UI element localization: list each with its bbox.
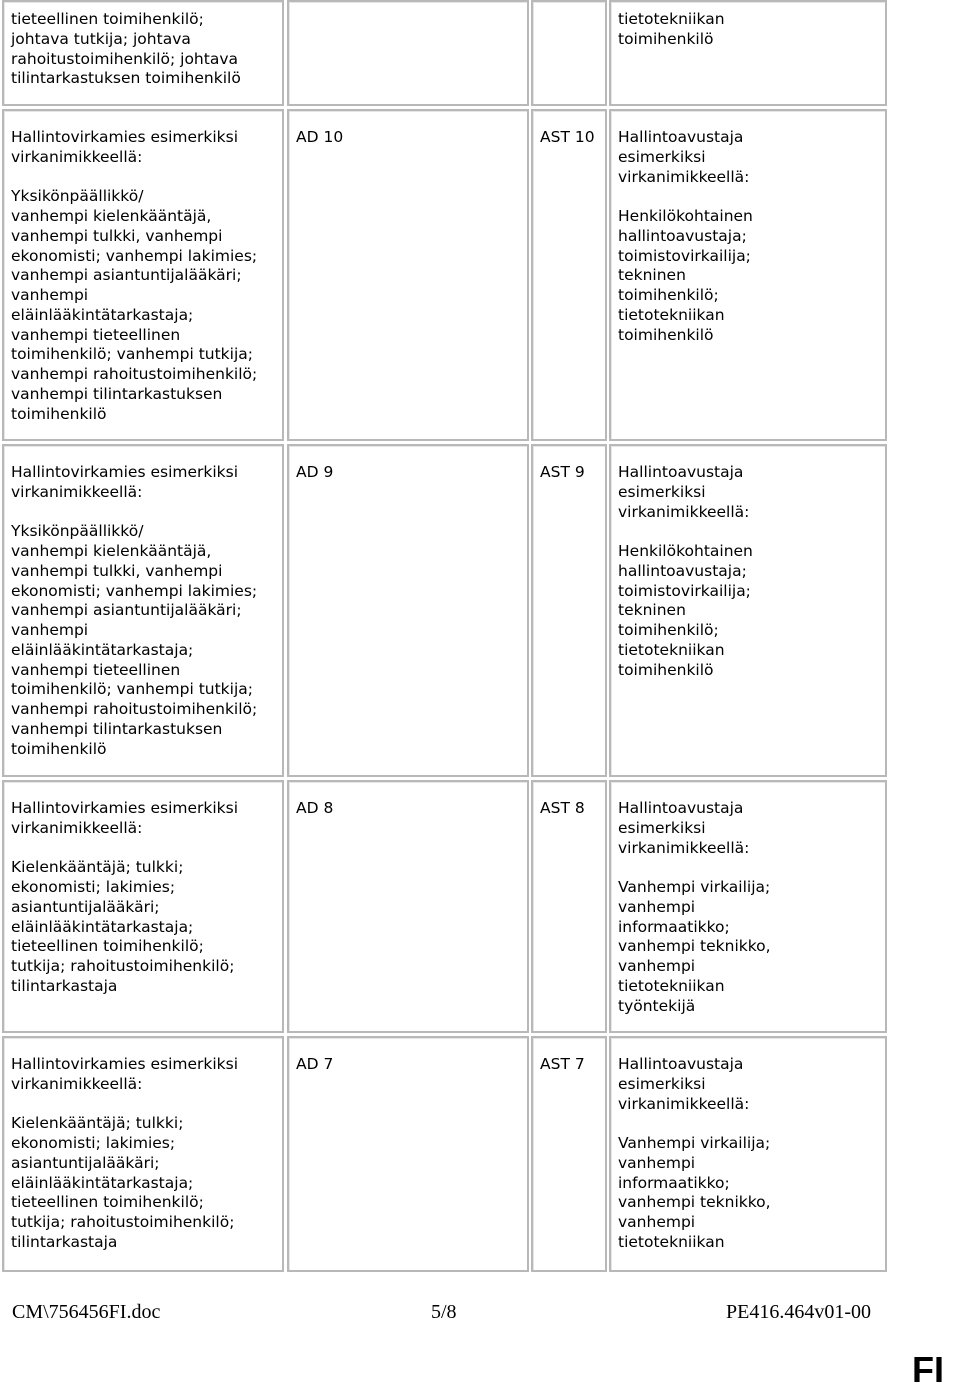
text-line: virkanimikkeellä: [618, 839, 750, 857]
text-line: tieteellinen toimihenkilö; [11, 10, 204, 28]
text-line: toimihenkilö [618, 661, 714, 679]
text-line: toimihenkilö; vanhempi tutkija; [11, 680, 253, 698]
text-line: toimistovirkailija; [618, 582, 751, 600]
text-line: Yksikönpäällikkö/ [11, 522, 144, 540]
text-line: asiantuntijalääkäri; [11, 1154, 160, 1172]
cell-row2-ad-grade [287, 444, 529, 777]
text-line: virkanimikkeellä: [618, 1095, 750, 1113]
text-line: toimihenkilö; [618, 286, 719, 304]
text-line: tieteellinen toimihenkilö; [11, 1193, 204, 1211]
text-line: tieteellinen toimihenkilö; [11, 937, 204, 955]
text-line: vanhempi teknikko, [618, 937, 771, 955]
text-line: Hallintovirkamies esimerkiksi [11, 1055, 239, 1073]
text-line: eläinlääkintätarkastaja; [11, 1174, 194, 1192]
text-line: Hallintovirkamies esimerkiksi [11, 128, 239, 146]
text-line: Vanhempi virkailija; [618, 1134, 771, 1152]
cell-top-ast-grade [531, 0, 607, 106]
text-line: Henkilökohtainen [618, 542, 753, 560]
text-line: Henkilökohtainen [618, 207, 753, 225]
text-line: vanhempi tulkki, vanhempi [11, 227, 223, 245]
text-line: asiantuntijalääkäri; [11, 898, 160, 916]
text-line: eläinlääkintätarkastaja; [11, 306, 194, 324]
text-line: toimihenkilö [11, 405, 107, 423]
text-line: toimistovirkailija; [618, 247, 751, 265]
ad-grade-label: AD 8 [296, 799, 334, 817]
text-line: virkanimikkeellä: [11, 148, 143, 166]
text-line: vanhempi [618, 1213, 696, 1231]
text-line: vanhempi kielenkääntäjä, [11, 207, 212, 225]
text-line: tekninen [618, 601, 686, 619]
text-line: tilintarkastaja [11, 977, 118, 995]
text-line: hallintoavustaja; [618, 227, 747, 245]
text-line: Hallintoavustaja [618, 128, 744, 146]
ast-grade-label: AST 8 [540, 799, 585, 817]
text-line: Kielenkääntäjä; tulkki; [11, 1114, 184, 1132]
text-line: vanhempi tieteellinen [11, 326, 181, 344]
text-line: toimihenkilö [618, 326, 714, 344]
text-line: vanhempi rahoitustoimihenkilö; [11, 365, 258, 383]
text-line: rahoitustoimihenkilö; johtava [11, 50, 238, 68]
text-line: johtava tutkija; johtava [11, 30, 191, 48]
ast-grade-label: AST 9 [540, 463, 585, 481]
text-line: eläinlääkintätarkastaja; [11, 641, 194, 659]
cell-row1-ad-grade [287, 109, 529, 441]
text-line: vanhempi tulkki, vanhempi [11, 562, 223, 580]
text-line: tietotekniikan [618, 10, 725, 28]
text-line: ekonomisti; vanhempi lakimies; [11, 582, 258, 600]
text-line: eläinlääkintätarkastaja; [11, 918, 194, 936]
text-line: työntekijä [618, 997, 696, 1015]
text-line: toimihenkilö [618, 30, 714, 48]
footer-page-number: 5/8 [431, 1301, 457, 1323]
text-line: tietotekniikan [618, 306, 725, 324]
text-line: virkanimikkeellä: [618, 503, 750, 521]
ad-grade-label: AD 9 [296, 463, 334, 481]
text-line: Hallintoavustaja [618, 463, 744, 481]
text-line: vanhempi kielenkääntäjä, [11, 542, 212, 560]
cell-top-ad-grade [287, 0, 529, 106]
text-line: tietotekniikan [618, 1233, 725, 1251]
text-line: esimerkiksi [618, 819, 706, 837]
text-line: Hallintovirkamies esimerkiksi [11, 463, 239, 481]
text-line: tietotekniikan [618, 977, 725, 995]
ad-grade-label: AD 10 [296, 128, 344, 146]
text-line: esimerkiksi [618, 483, 706, 501]
text-line: toimihenkilö; [618, 621, 719, 639]
ad-grade-label: AD 7 [296, 1055, 334, 1073]
text-line: vanhempi tilintarkastuksen [11, 385, 223, 403]
text-line: Kielenkääntäjä; tulkki; [11, 858, 184, 876]
text-line: vanhempi rahoitustoimihenkilö; [11, 700, 258, 718]
text-line: tietotekniikan [618, 641, 725, 659]
text-line: toimihenkilö [11, 740, 107, 758]
text-line: virkanimikkeellä: [618, 168, 750, 186]
text-line: tilintarkastaja [11, 1233, 118, 1251]
text-line: virkanimikkeellä: [11, 819, 143, 837]
footer-pe-ref: PE416.464v01-00 [726, 1301, 871, 1323]
cell-row2-ast-grade [531, 444, 607, 777]
text-line: vanhempi [618, 957, 696, 975]
text-line: ekonomisti; lakimies; [11, 1134, 176, 1152]
text-line: esimerkiksi [618, 1075, 706, 1093]
text-line: ekonomisti; lakimies; [11, 878, 176, 896]
text-line: vanhempi [11, 286, 89, 304]
text-line: informaatikko; [618, 1174, 730, 1192]
text-line: tekninen [618, 266, 686, 284]
text-line: vanhempi [11, 621, 89, 639]
footer-doc-ref: CM\756456FI.doc [12, 1301, 161, 1323]
text-line: vanhempi asiantuntijalääkäri; [11, 266, 242, 284]
text-line: ekonomisti; vanhempi lakimies; [11, 247, 258, 265]
text-line: Hallintoavustaja [618, 799, 744, 817]
cell-row1-ast-grade [531, 109, 607, 441]
text-line: vanhempi [618, 898, 696, 916]
text-line: vanhempi teknikko, [618, 1193, 771, 1211]
text-line: vanhempi tieteellinen [11, 661, 181, 679]
text-line: tutkija; rahoitustoimihenkilö; [11, 957, 235, 975]
text-line: virkanimikkeellä: [11, 1075, 143, 1093]
text-line: virkanimikkeellä: [11, 483, 143, 501]
text-line: Vanhempi virkailija; [618, 878, 771, 896]
language-code: FI [912, 1349, 944, 1390]
text-line: toimihenkilö; vanhempi tutkija; [11, 345, 253, 363]
text-line: hallintoavustaja; [618, 562, 747, 580]
text-line: Hallintovirkamies esimerkiksi [11, 799, 239, 817]
text-line: Yksikönpäällikkö/ [11, 187, 144, 205]
text-line: esimerkiksi [618, 148, 706, 166]
text-line: tutkija; rahoitustoimihenkilö; [11, 1213, 235, 1231]
text-line: tilintarkastuksen toimihenkilö [11, 69, 241, 87]
text-line: vanhempi [618, 1154, 696, 1172]
text-line: informaatikko; [618, 918, 730, 936]
text-line: vanhempi asiantuntijalääkäri; [11, 601, 242, 619]
text-line: Hallintoavustaja [618, 1055, 744, 1073]
ast-grade-label: AST 10 [540, 128, 595, 146]
text-line: vanhempi tilintarkastuksen [11, 720, 223, 738]
ast-grade-label: AST 7 [540, 1055, 585, 1073]
